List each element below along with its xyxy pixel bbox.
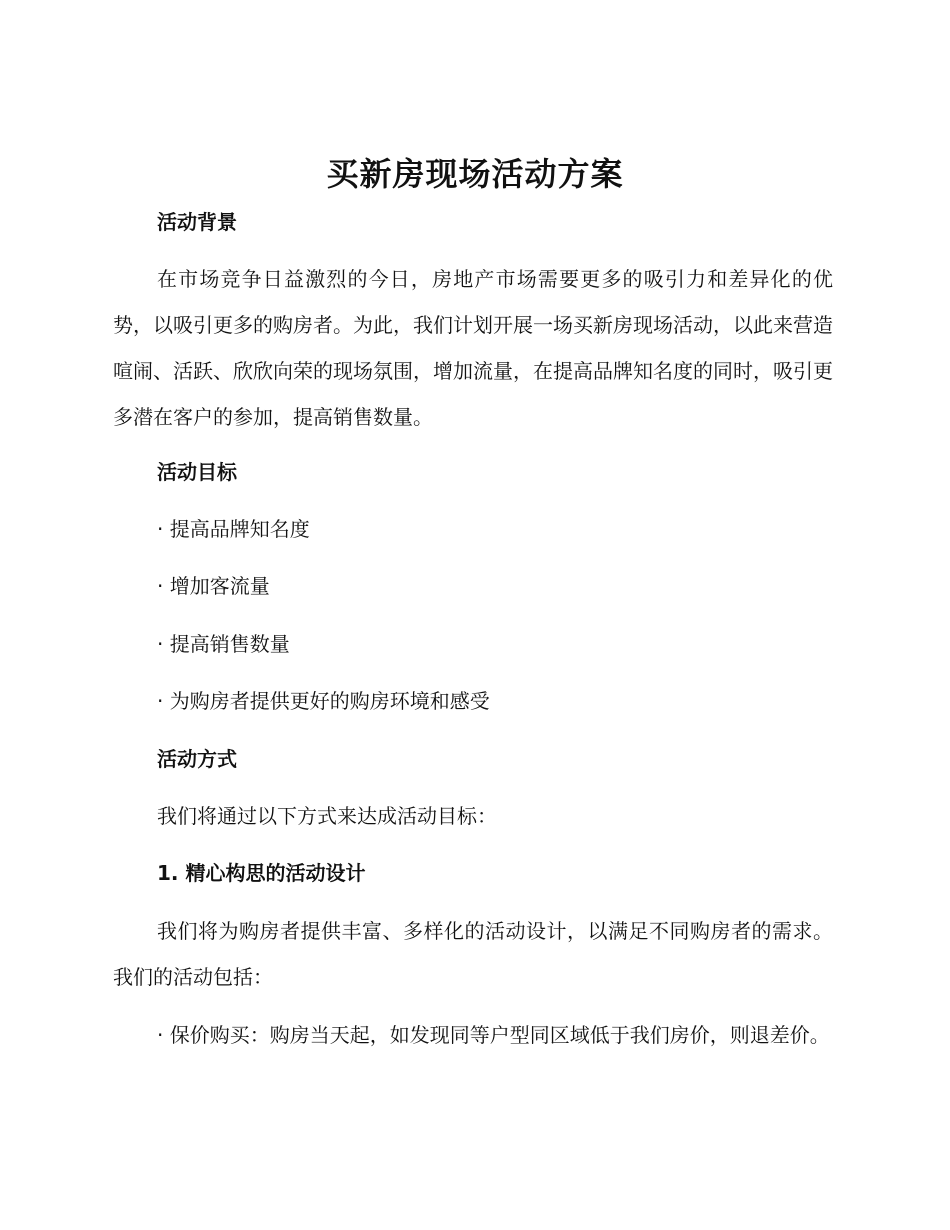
design-paragraph: 我们将为购房者提供丰富、多样化的活动设计，以满足不同购房者的需求。我们的活动包括： xyxy=(113,919,833,989)
activity-item: · 保价购买：购房当天起，如发现同等户型同区域低于我们房价，则退差价。 xyxy=(157,1023,830,1047)
subsection-heading-design: 1. 精心构思的活动设计 xyxy=(157,861,366,885)
goal-item: · 为购房者提供更好的购房环境和感受 xyxy=(157,689,490,713)
document-title: 买新房现场活动方案 xyxy=(326,155,624,193)
goal-item: · 增加客流量 xyxy=(157,574,270,598)
section-heading-background: 活动背景 xyxy=(157,210,237,234)
background-paragraph: 在市场竞争日益激烈的今日，房地产市场需要更多的吸引力和差异化的优势，以吸引更多的购房者。为此，我们计划开展一场买新房现场活动，以此来营造喧闹、活跃、欣欣向荣的现场氛围，增加流量，在提高品牌知名度的同时，吸引更多潜在客户的参加，提高销售数量。 xyxy=(113,267,833,429)
goal-item: · 提高销售数量 xyxy=(157,632,290,656)
goal-item: · 提高品牌知名度 xyxy=(157,517,310,541)
section-heading-goals: 活动目标 xyxy=(157,460,237,484)
methods-intro: 我们将通过以下方式来达成活动目标： xyxy=(157,804,497,828)
section-heading-methods: 活动方式 xyxy=(157,747,237,771)
